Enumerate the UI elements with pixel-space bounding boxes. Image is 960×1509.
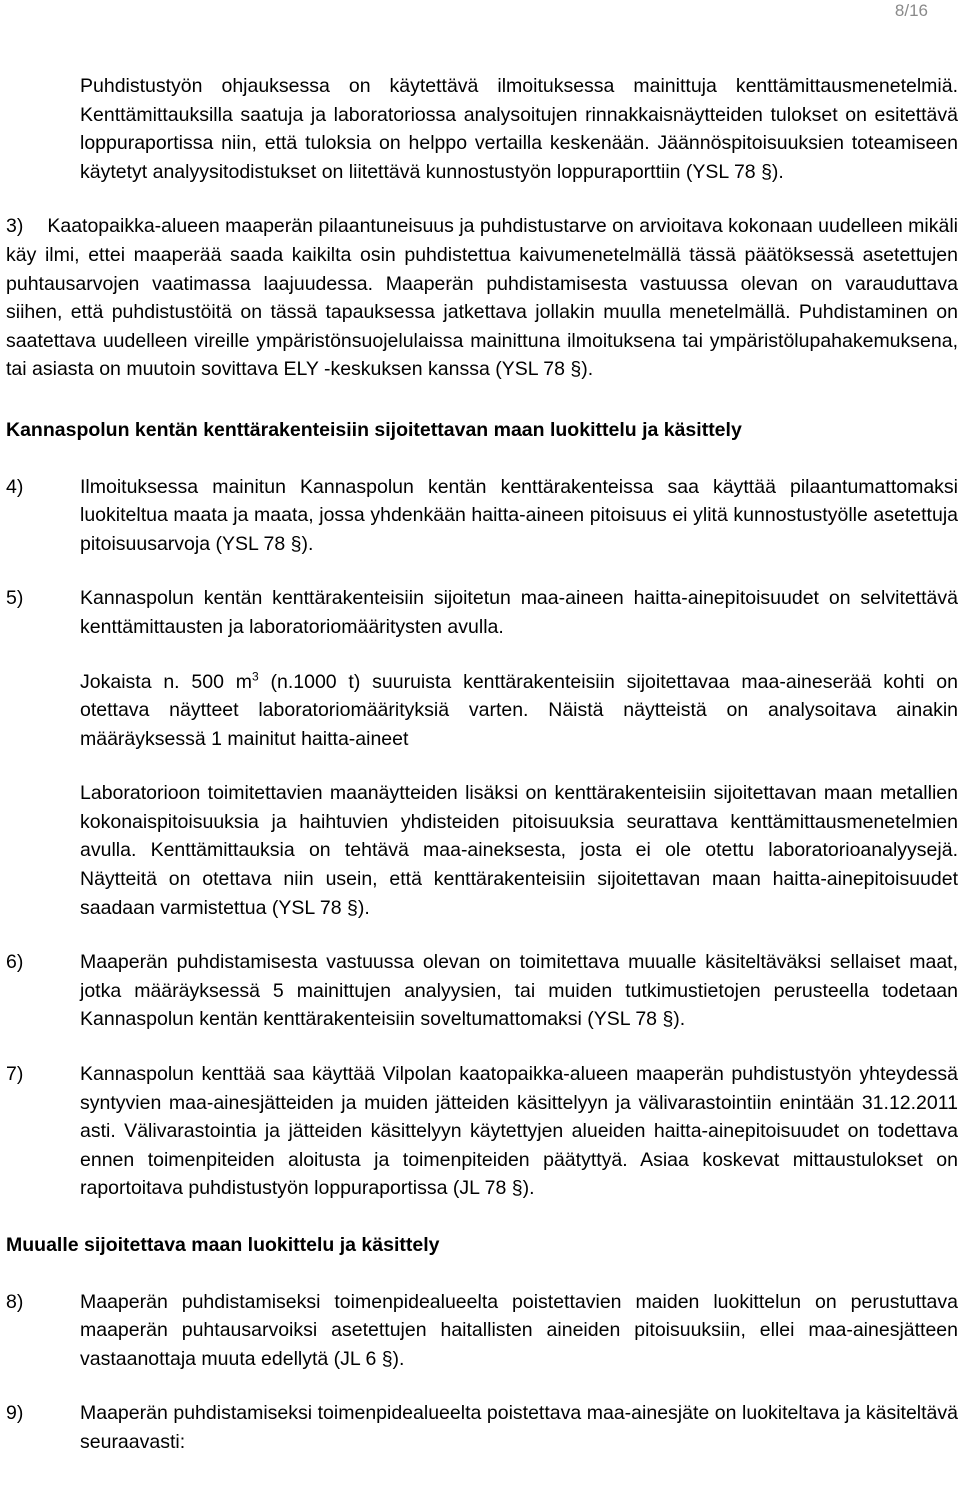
provision-number: 8) xyxy=(6,1290,24,1313)
provision-text: Kannaspolun kenttää saa käyttää Vilpolan kaatopaikka-alueen maaperän puhdistustyön yhteydessä syntyvien maa-ainesjätteiden ja muiden jätteiden käsittelyyn ja välivarastointiin enintään 31.12.2011 asti. Välivarastointia ja jätteiden käsittelyyn käytettyjen alueiden haitta-ainepitoisuudet on todettava ennen toimenpiteiden aloitusta ja toimenpiteiden päätyttyä. Asiaa koskevat mittaustulokset on raportoitava puhdistustyön loppuraportissa (JL 78 §). xyxy=(80,1063,958,1200)
provision-5 xyxy=(6,584,958,641)
section-heading-muualle: Muualle sijoitettava maan luokittelu ja käsittely xyxy=(6,1234,440,1256)
page-number: 8/16 xyxy=(894,1,928,20)
provision-6 xyxy=(6,948,958,1034)
provision-text: Ilmoituksessa mainitun Kannaspolun kentän kenttärakenteissa saa käyttää pilaantumattomaksi luokiteltua maata ja maata, jossa yhdenkään haitta-aineen pitoisuus ei ylitä kunnostustyölle asetettuja pitoisuusarvoja (YSL 78 §). xyxy=(80,475,958,555)
cubic-superscript: 3 xyxy=(252,669,259,683)
provision-number: 9) xyxy=(6,1402,24,1425)
provision-5-field-measurement-paragraph: Laboratorioon toimitettavien maanäytteiden lisäksi on kenttärakenteisiin sijoitettavan maan metallien kokonaispitoisuuksia ja haihtuvien yhdisteiden pitoisuuksia seurattava kenttämittausmenetelmien avulla. Kenttämittauksia on tehtävä maa-aineksesta, josta ei ole otettu laboratorioanalyysejä. Näytteitä on otettava niin usein, että kenttärakenteisiin sijoitettavan maan haitta-ainepitoisuudet saadaan varmistettua (YSL 78 §). xyxy=(80,782,958,919)
provision-5-sampling-paragraph xyxy=(80,668,958,754)
provision-text: Maaperän puhdistamiseksi toimenpidealueelta poistettavien maiden luokittelun on perustuttava maaperän puhtausarvoiksi asetettujen haitallisten aineiden pitoisuuksiin, ellei maa-ainesjätteen vastaanottaja muuta edellytä (JL 6 §). xyxy=(80,1290,958,1370)
provision-number: 5) xyxy=(6,587,24,610)
provision-7 xyxy=(6,1060,958,1203)
provision-4 xyxy=(6,473,958,559)
section-heading-kannaspolku: Kannaspolun kentän kenttärakenteisiin sijoitettavan maan luokittelu ja käsittely xyxy=(6,418,742,441)
provision-number: 6) xyxy=(6,951,24,974)
provision-text: Kaatopaikka-alueen maaperän pilaantuneisuus ja puhdistustarve on arvioitava kokonaan uudelleen mikäli käy ilmi, ettei maaperää saada kaikilta osin puhdistettua kaivumenetelmällä tässä päätöksessä asetettujen puhtausarvojen vaatimassa laajuudessa. Maaperän puhdistamisesta vastuussa olevan on varauduttava siihen, että puhdistustöitä on tässä tapauksessa jatkettava jollakin muulla menetelmällä. Puhdistaminen on saatettava uudelleen vireille ympäristönsuojelulaissa mainittuna ilmoituksena tai ympäristölupahakemuksena, tai asiasta on muutoin sovittava ELY -keskuksen kanssa (YSL 78 §). xyxy=(6,215,958,381)
sampling-text-start: Jokaista n. 500 m xyxy=(80,670,252,693)
provision-number: 3) xyxy=(6,215,24,238)
provision-text: Kannaspolun kentän kenttärakenteisiin sijoitetun maa-aineen haitta-ainepitoisuudet on selvitettävä kenttämittausten ja laboratoriomääritysten avulla. xyxy=(80,587,958,638)
provision-9 xyxy=(6,1399,958,1456)
provision-text: Maaperän puhdistamiseksi toimenpidealueelta poistettava maa-ainesjäte on luokiteltava ja käsiteltävä seuraavasti: xyxy=(80,1402,958,1453)
provision-8 xyxy=(6,1288,958,1374)
document-body xyxy=(6,72,958,1457)
provision-number: 4) xyxy=(6,475,24,498)
provision-number: 7) xyxy=(6,1063,24,1086)
provision-3 xyxy=(6,212,958,384)
provision-text: Maaperän puhdistamisesta vastuussa olevan on toimitettava muualle käsiteltäväksi sellaiset maat, jotka määräyksessä 5 mainittujen analyysien, tai muiden tutkimustietojen perusteella todetaan Kannaspolun kentän kenttärakenteisiin soveltumattomaksi (YSL 78 §). xyxy=(80,951,958,1031)
intro-paragraph: Puhdistustyön ohjauksessa on käytettävä ilmoituksessa mainittuja kenttämittausmenetelmiä. Kenttämittauksilla saatuja ja laboratoriossa analysoitujen rinnakkaisnäytteiden tulokset on esitettävä loppuraportissa niin, että tuloksia on helppo vertailla keskenään. Jäännöspitoisuuksien toteamiseen käytetyt analyysitodistukset on liitettävä kunnostustyön loppuraporttiin (YSL 78 §). xyxy=(80,75,958,183)
sampling-text-end: (n.1000 t) suuruista kenttärakenteisiin sijoitettavaa maa-aineserää kohti on otettava näytteet laboratoriomäärityksiä varten. Näistä näytteistä on analysoitava ainakin määräyksessä 1 mainitut haitta-aineet xyxy=(80,670,958,750)
